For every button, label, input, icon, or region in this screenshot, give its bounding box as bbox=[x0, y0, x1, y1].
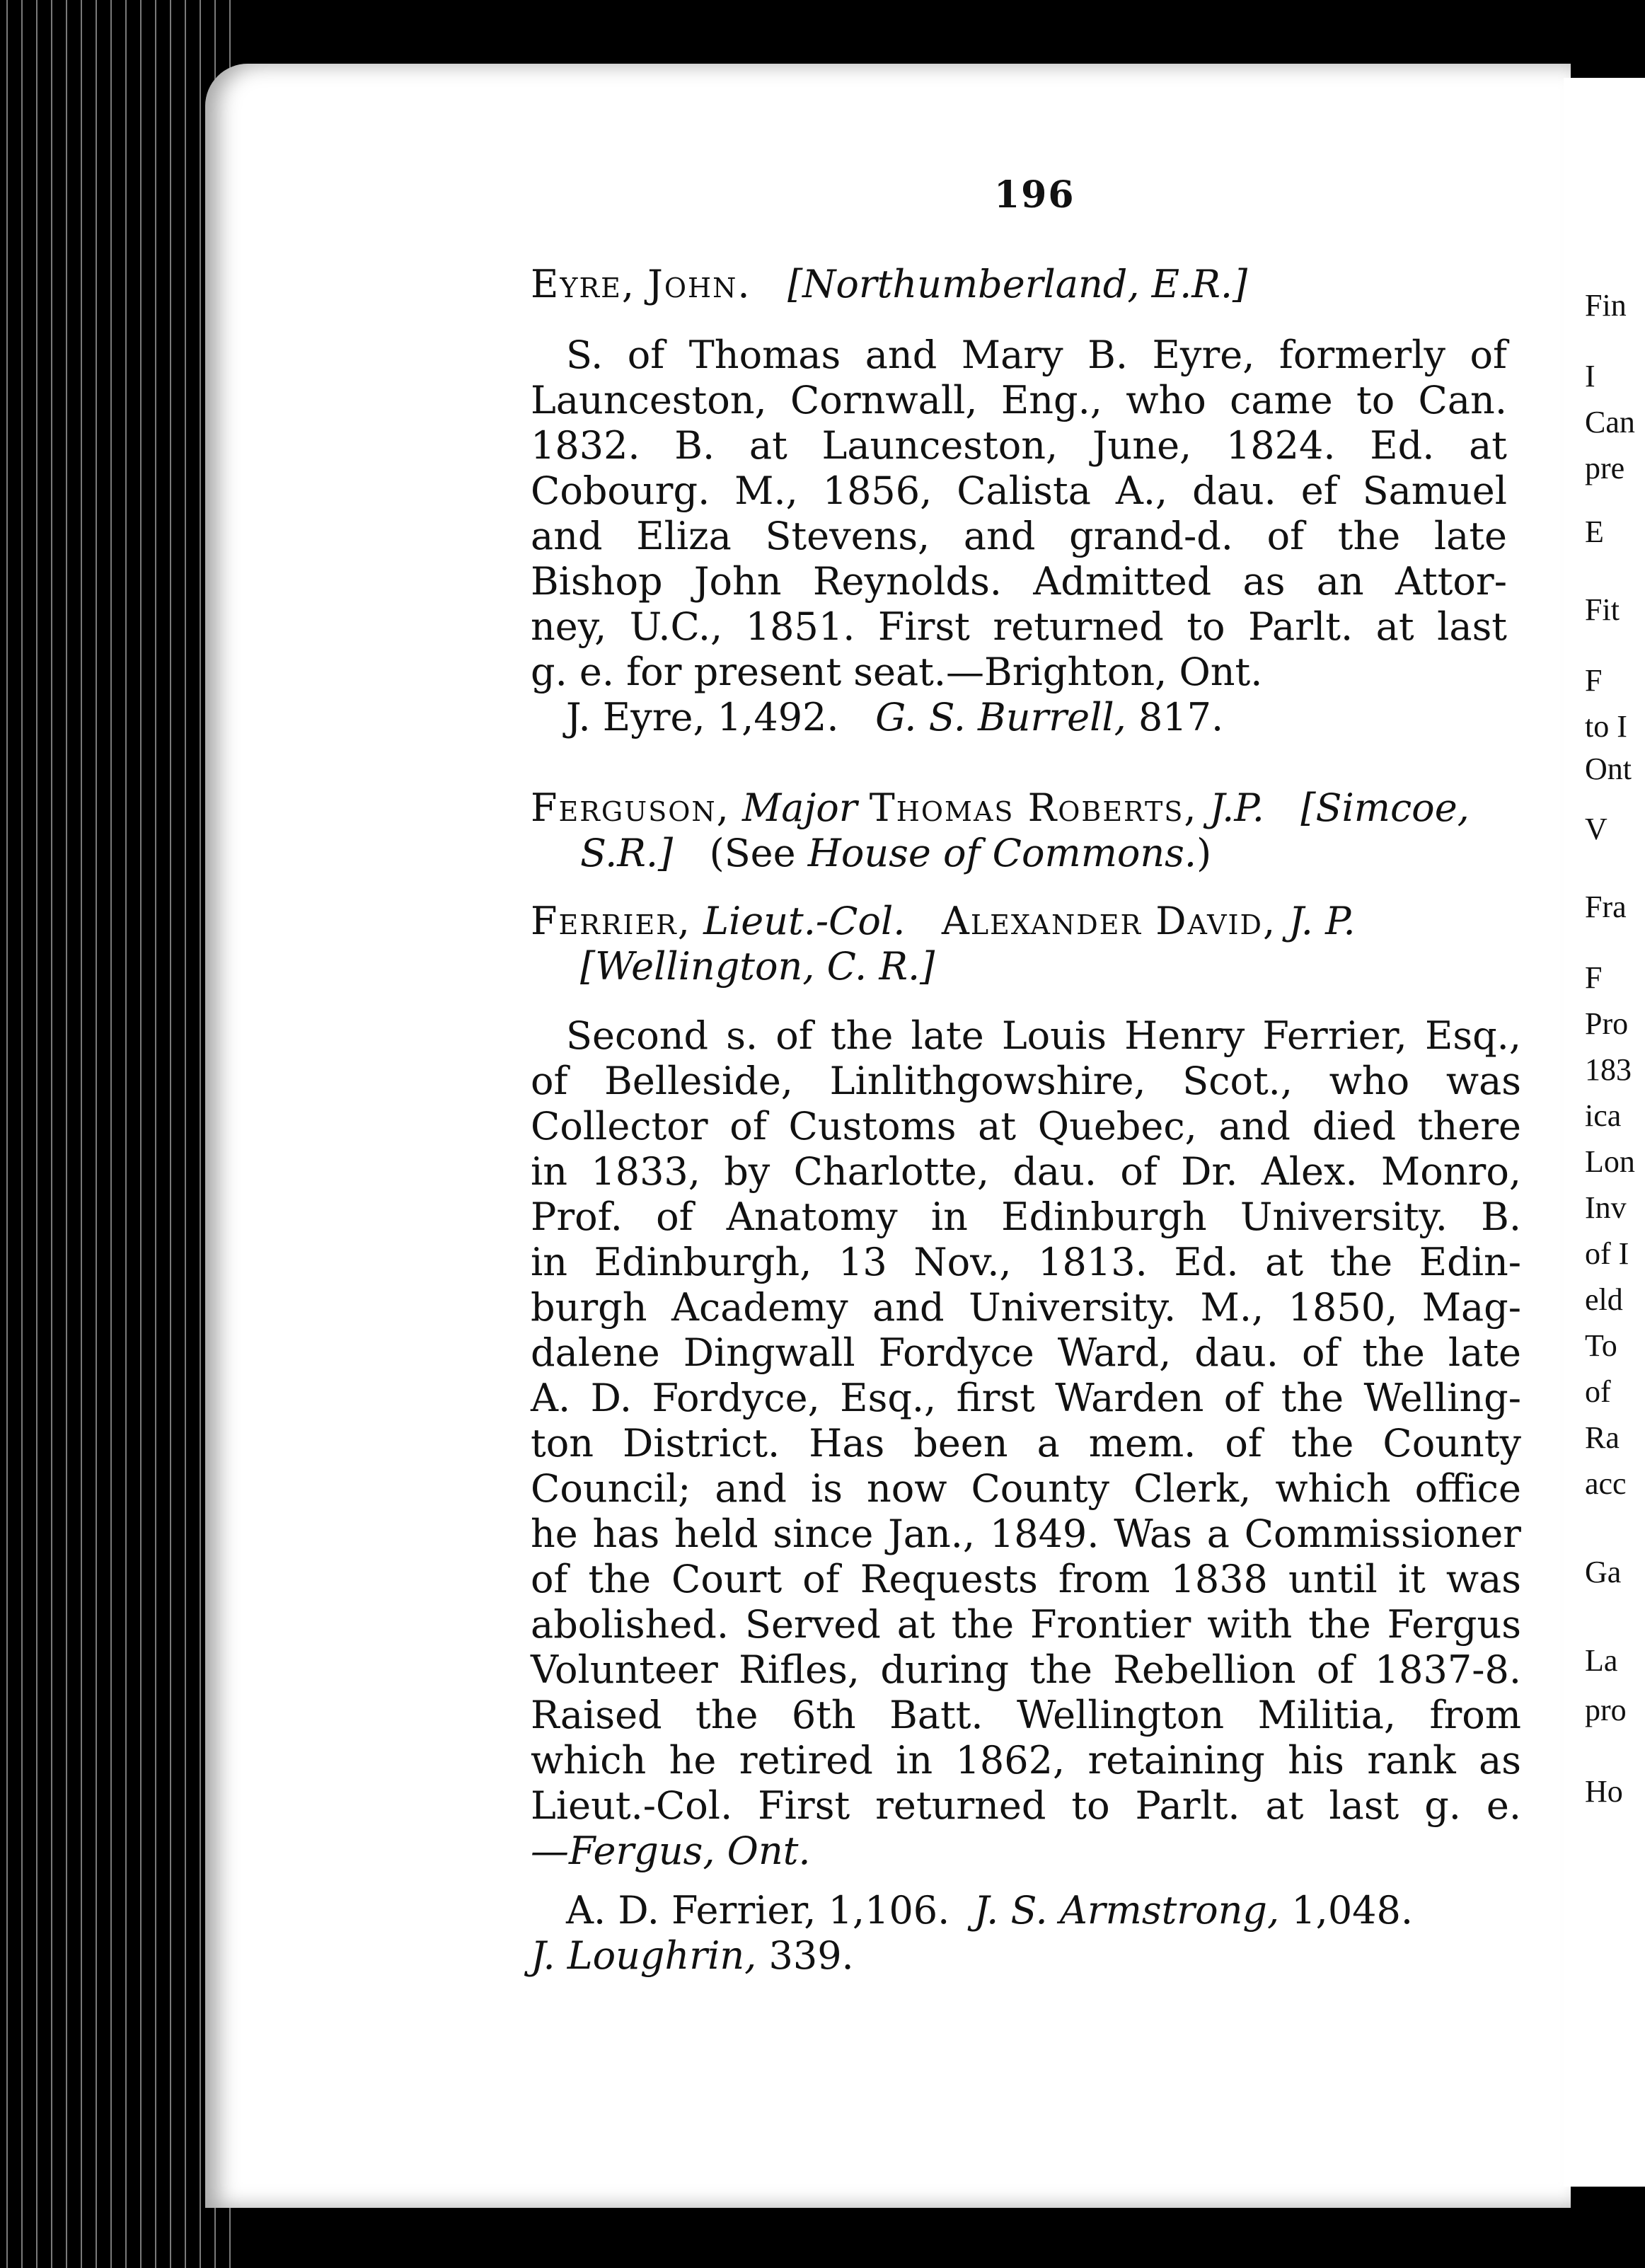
facing-page-text: to I bbox=[1585, 709, 1627, 744]
entry-ferrier bbox=[531, 899, 1521, 1979]
facing-page-text: Fit bbox=[1585, 592, 1620, 627]
entry-eyre bbox=[531, 262, 1507, 740]
facing-page-text: I bbox=[1585, 359, 1595, 393]
entry-body-line: 1832. B. at Launceston, June, 1824. Ed. at bbox=[531, 423, 1507, 468]
entry-body-line: Volunteer Rifles, during the Rebellion of 1837-8. bbox=[531, 1647, 1521, 1692]
entry-body-line: abolished. Served at the Frontier with the Fergus bbox=[531, 1602, 1521, 1647]
entry-body-line: Launceston, Cornwall, Eng., who came to Can. bbox=[531, 378, 1507, 422]
entry-spacer bbox=[531, 1874, 1521, 1888]
vote-runner-up-count: 817. bbox=[1138, 695, 1224, 739]
facing-page-text: pro bbox=[1585, 1693, 1627, 1727]
entry-body-line: he has held since Jan., 1849. Was a Commissioner bbox=[531, 1512, 1521, 1556]
entry-body-line: Second s. of the late Louis Henry Ferrier, Esq., bbox=[566, 1013, 1521, 1058]
entry-surname: Eyre, bbox=[531, 262, 636, 306]
entry-votes bbox=[531, 1888, 1521, 1933]
entry-given-name: John. bbox=[647, 262, 751, 306]
entry-heading bbox=[531, 899, 1521, 944]
facing-page-text: acc bbox=[1585, 1466, 1627, 1501]
entry-body-line: Raised the 6th Batt. Wellington Militia, from bbox=[531, 1693, 1521, 1737]
entry-given-name: Thomas Roberts, bbox=[869, 785, 1198, 830]
facing-page-text: pre bbox=[1585, 451, 1625, 485]
facing-page-text: Ho bbox=[1585, 1774, 1623, 1809]
entry-spacer bbox=[531, 307, 1507, 333]
entry-body-line: Lieut.-Col. First returned to Parlt. at last g. e. bbox=[531, 1783, 1521, 1828]
entry-note: (See bbox=[709, 831, 796, 875]
entry-rank: Major bbox=[741, 785, 858, 830]
entry-honours: J. P. bbox=[1288, 899, 1356, 943]
entry-body-line: Bishop John Reynolds. Admitted as an Attor- bbox=[531, 559, 1507, 604]
entry-note-reference: House of Commons. bbox=[807, 831, 1197, 875]
entry-body-line: Prof. of Anatomy in Edinburgh University. B. bbox=[531, 1195, 1521, 1239]
entry-body-line: ton District. Has been a mem. of the County bbox=[531, 1421, 1521, 1466]
facing-page-text: Fin bbox=[1585, 288, 1627, 323]
entry-surname: Ferrier, bbox=[531, 899, 691, 943]
book-page-edges bbox=[0, 0, 233, 2268]
entry-body-line: Cobourg. M., 1856, Calista A., dau. ef Samuel bbox=[531, 468, 1507, 513]
vote-third: J. Loughrin, bbox=[531, 1933, 757, 1978]
entry-constituency bbox=[531, 944, 1521, 989]
entry-body-line: in 1833, by Charlotte, dau. of Dr. Alex. Monro, bbox=[531, 1149, 1521, 1194]
entry-body-line: which he retired in 1862, retaining his rank as bbox=[531, 1738, 1521, 1783]
entry-rank: Lieut.-Col. bbox=[703, 899, 906, 943]
vote-winner: J. Eyre, 1,492. bbox=[566, 695, 839, 739]
facing-page-text: V bbox=[1585, 812, 1608, 846]
vote-third-count: 339. bbox=[768, 1933, 854, 1978]
entry-body-line: of Belleside, Linlithgowshire, Scot., who was bbox=[531, 1059, 1521, 1103]
facing-page-text: of bbox=[1585, 1374, 1611, 1409]
entry-honours: J.P. bbox=[1209, 785, 1264, 830]
facing-page-text: Ra bbox=[1585, 1420, 1620, 1455]
entry-body-line: in Edinburgh, 13 Nov., 1813. Ed. at the Edin- bbox=[531, 1240, 1521, 1284]
facing-page-text: ica bbox=[1585, 1098, 1622, 1133]
facing-page-text: Lon bbox=[1585, 1144, 1635, 1179]
facing-page-text: To bbox=[1585, 1328, 1617, 1363]
entry-body-line: —Fergus, Ont. bbox=[531, 1829, 811, 1873]
facing-page-text: of I bbox=[1585, 1236, 1629, 1271]
facing-page-text: Ga bbox=[1585, 1555, 1622, 1589]
entry-votes-continued bbox=[531, 1933, 1521, 1979]
entry-heading bbox=[531, 262, 1507, 307]
entry-note-close: ) bbox=[1196, 831, 1212, 875]
entry-given-name: Alexander David, bbox=[941, 899, 1277, 943]
entry-ferguson bbox=[531, 785, 1521, 876]
entry-body-line: A. D. Fordyce, Esq., first Warden of the Welling- bbox=[531, 1376, 1521, 1420]
entry-body-line: of the Court of Requests from 1838 until it was bbox=[531, 1557, 1521, 1601]
facing-page-fragment bbox=[1564, 78, 1645, 2187]
entry-constituency-text: [Wellington, C. R.] bbox=[580, 944, 935, 989]
facing-page-text: La bbox=[1585, 1643, 1618, 1678]
facing-page-text: Inv bbox=[1585, 1190, 1627, 1225]
vote-runner-up: J. S. Armstrong, bbox=[974, 1888, 1280, 1933]
entry-votes bbox=[531, 695, 1507, 740]
facing-page-text: Pro bbox=[1585, 1006, 1629, 1041]
facing-page-text: eld bbox=[1585, 1282, 1623, 1317]
entry-body-line: S. of Thomas and Mary B. Eyre, formerly of bbox=[566, 333, 1507, 377]
facing-page-text: Can bbox=[1585, 405, 1635, 439]
entry-heading-continued bbox=[531, 831, 1521, 876]
vote-runner-up: G. S. Burrell, bbox=[875, 695, 1126, 739]
vote-winner: A. D. Ferrier, 1,106. bbox=[566, 1888, 950, 1933]
entry-body-line: burgh Academy and University. M., 1850, Mag- bbox=[531, 1285, 1521, 1330]
facing-page-text: Ont bbox=[1585, 752, 1632, 786]
entry-body-line: and Eliza Stevens, and grand-d. of the late bbox=[531, 514, 1507, 558]
entry-body-line: ney, U.C., 1851. First returned to Parlt. at last bbox=[531, 604, 1507, 649]
facing-page-text: 183 bbox=[1585, 1052, 1632, 1087]
entry-body-line: Collector of Customs at Quebec, and died there bbox=[531, 1104, 1521, 1149]
entry-constituency: S.R.] bbox=[580, 831, 674, 875]
entry-body-line: g. e. for present seat.—Brighton, Ont. bbox=[531, 650, 1263, 694]
entry-constituency: [Northumberland, E.R.] bbox=[787, 262, 1248, 306]
entry-body-line: dalene Dingwall Fordyce Ward, dau. of the late bbox=[531, 1330, 1521, 1375]
entry-heading bbox=[531, 785, 1521, 831]
facing-page-text: Fra bbox=[1585, 890, 1627, 924]
facing-page-text: F bbox=[1585, 663, 1603, 698]
entry-surname: Ferguson, bbox=[531, 785, 730, 830]
entry-body-line: Council; and is now County Clerk, which office bbox=[531, 1466, 1521, 1511]
entry-constituency: [Simcoe, bbox=[1300, 785, 1470, 830]
facing-page-text: F bbox=[1585, 960, 1603, 995]
vote-runner-up-count: 1,048. bbox=[1291, 1888, 1414, 1933]
facing-page-text: E bbox=[1585, 514, 1604, 549]
page-number: 196 bbox=[994, 173, 1075, 217]
entry-spacer bbox=[531, 989, 1521, 1013]
